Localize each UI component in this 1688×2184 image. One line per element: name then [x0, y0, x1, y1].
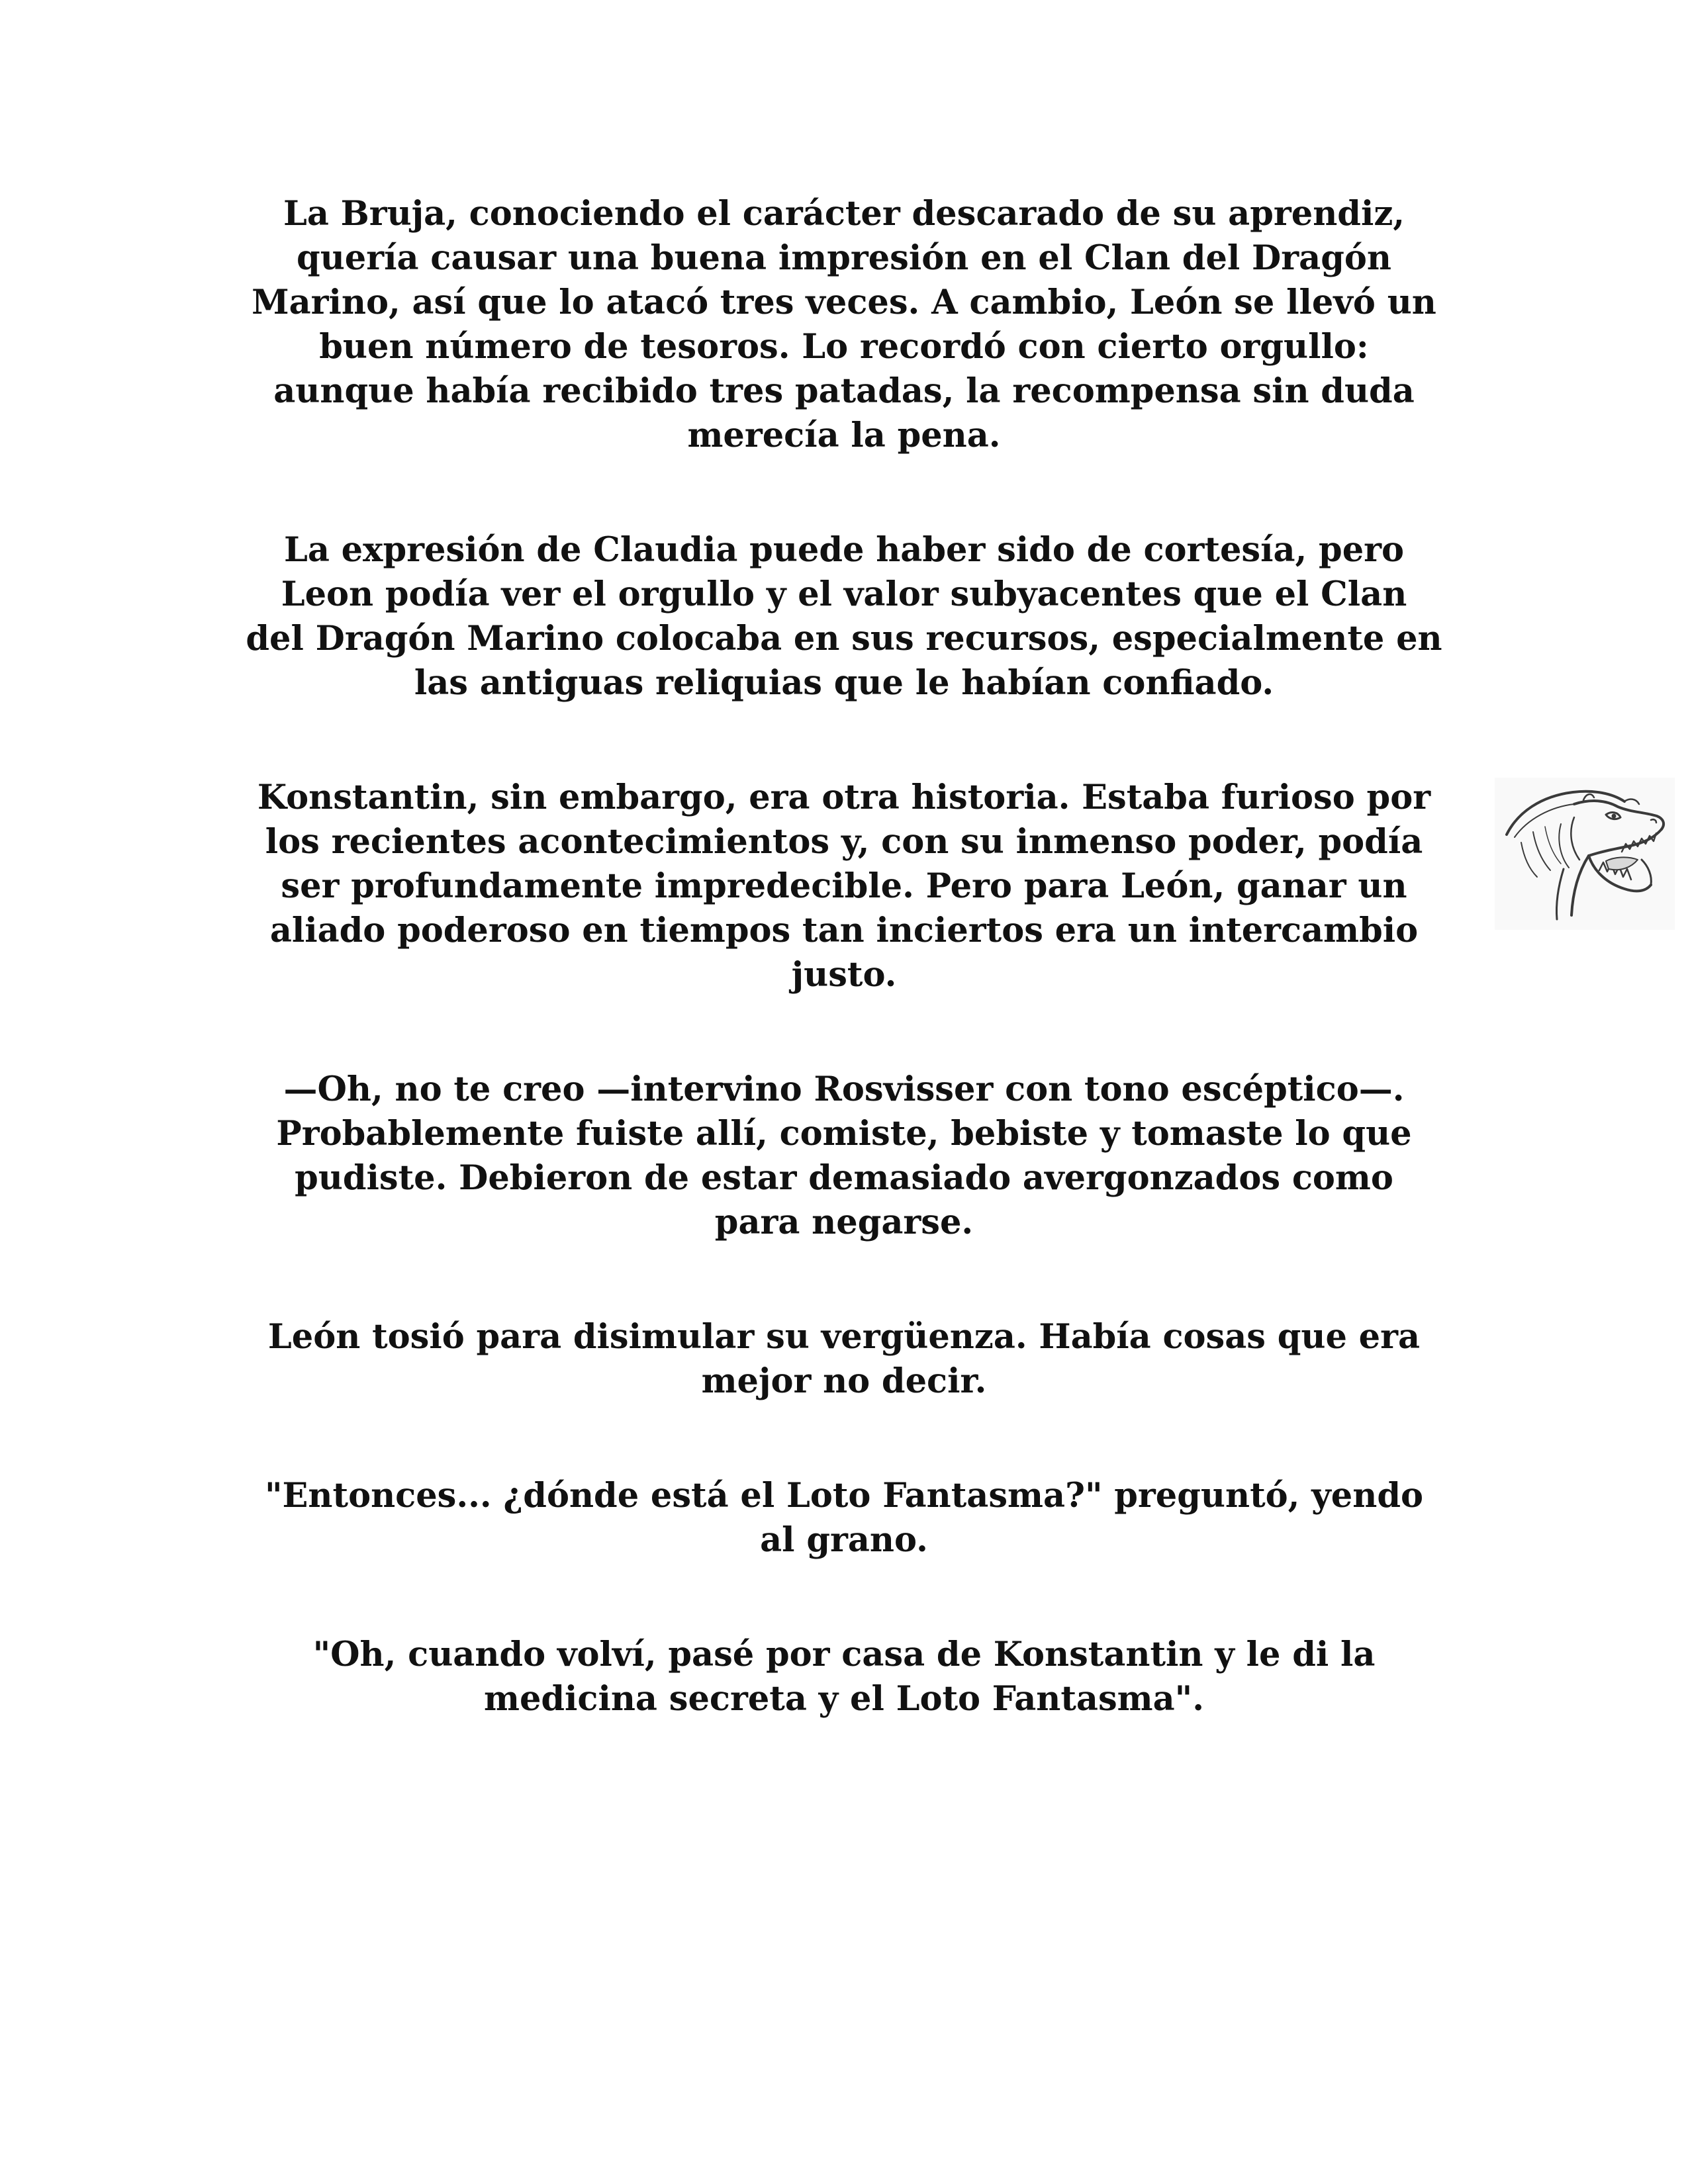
story-text [232, 192, 1456, 1721]
paragraph-6: "Entonces... ¿dónde está el Loto Fantasma?" preguntó, yendo al grano. [264, 1476, 1423, 1560]
dinosaur-head-sketch-icon [1495, 778, 1675, 930]
paragraph-4: —Oh, no te creo —intervino Rosvisser con tono escéptico—. Probablemente fuiste allí, comiste, bebiste y tomaste lo que pudiste. Debieron de estar demasiado avergonzados como para negarse. [276, 1069, 1412, 1242]
paragraph-5: León tosió para disimular su vergüenza. Había cosas que era mejor no decir. [267, 1317, 1421, 1401]
paragraph-3: Konstantin, sin embargo, era otra historia. Estaba furioso por los recientes acontecimientos y, con su inmenso poder, podía ser profundamente impredecible. Pero para León, ganar un aliado poderoso en tiempos tan inciertos era un intercambio justo. [257, 778, 1431, 995]
paragraph-2: La expresión de Claudia puede haber sido de cortesía, pero Leon podía ver el orgullo y el valor subyacentes que el Clan del Dragón Marino colocaba en sus recursos, especialmente en las antiguas reliquias que le habían confiado. [246, 530, 1442, 703]
paragraph-7: "Oh, cuando volví, pasé por casa de Konstantin y le di la medicina secreta y el Loto Fantasma". [312, 1635, 1376, 1719]
paragraph-1: La Bruja, conociendo el carácter descarado de su aprendiz, quería causar una buena impresión en el Clan del Dragón Marino, así que lo atacó tres veces. A cambio, León se llevó un buen número de tesoros. Lo recordó con cierto orgullo: aunque había recibido tres patadas, la recompensa sin duda merecía la pena. [252, 194, 1436, 455]
